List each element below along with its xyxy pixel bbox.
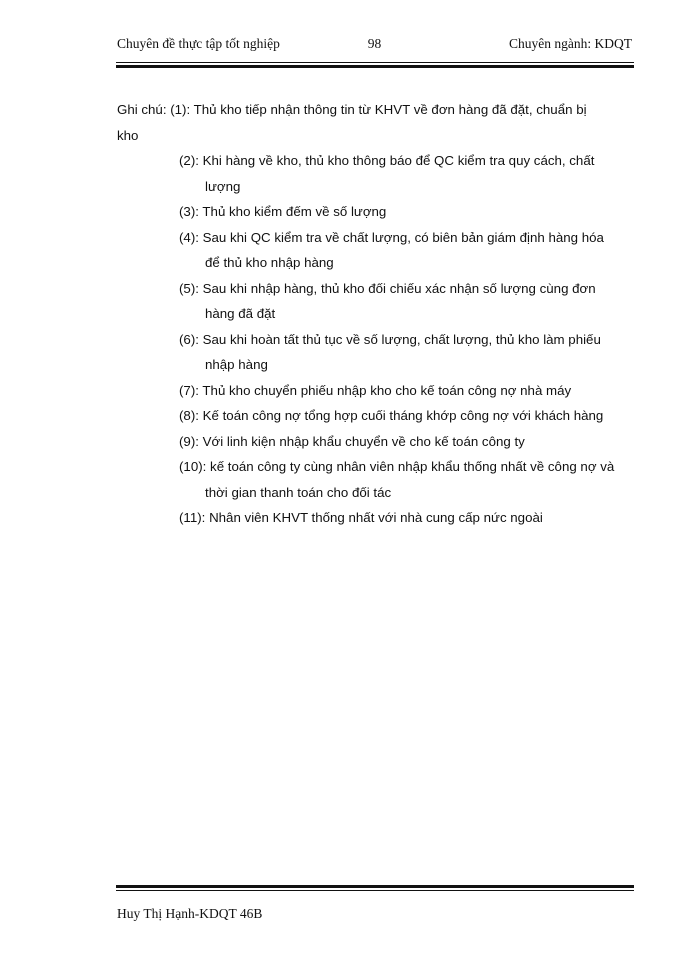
- footer-author: Huy Thị Hạnh-KDQT 46B: [117, 906, 263, 921]
- item-number: (8):: [179, 408, 199, 423]
- item-number: (3):: [179, 204, 199, 219]
- list-item: [179, 505, 633, 531]
- notes-block: [117, 97, 635, 531]
- item-number: (2):: [179, 153, 199, 168]
- item-text: Khi hàng về kho, thủ kho thông báo để QC kiểm tra quy cách, chất: [202, 153, 595, 168]
- notes-label: Ghi chú:: [117, 102, 167, 117]
- list-item: [179, 454, 633, 505]
- item-number: (9):: [179, 433, 199, 449]
- item-text: Thủ kho kiểm đếm về số lượng: [202, 204, 387, 219]
- item-continuation: nhập hàng: [205, 357, 268, 372]
- item-text: Kế toán công nợ tổng hợp cuối tháng khớp công nợ với khách hàng: [202, 408, 604, 423]
- footer-rule-thin: [116, 890, 634, 891]
- item-text: Sau khi hoàn tất thủ tục về số lượng, chất lượng, thủ kho làm phiếu: [202, 331, 601, 347]
- header-rule-thin: [116, 62, 634, 63]
- item-number: (4):: [179, 229, 199, 245]
- header-major: Chuyên ngành: KDQT: [509, 36, 632, 51]
- list-item: [179, 327, 633, 378]
- item-text: Sau khi QC kiểm tra về chất lượng, có biên bản giám định hàng hóa: [202, 229, 604, 245]
- notes-intro: [117, 97, 635, 148]
- item-number: (6):: [179, 331, 199, 347]
- list-item: [179, 199, 633, 225]
- item-number: (5):: [179, 280, 199, 296]
- list-item: [179, 148, 633, 199]
- item-continuation: hàng đã đặt: [205, 306, 276, 321]
- list-item: [179, 225, 633, 276]
- header-thesis-title: Chuyên đề thực tập tốt nghiệp: [117, 36, 280, 51]
- item-text: Thủ kho chuyển phiếu nhập kho cho kế toán công nợ nhà máy: [202, 382, 572, 398]
- note-1-continuation: kho: [117, 127, 139, 143]
- list-item: [179, 276, 633, 327]
- header-page-number: 98: [367, 36, 382, 51]
- page-header: [117, 36, 632, 56]
- item-continuation: thời gian thanh toán cho đối tác: [205, 484, 392, 500]
- list-item: [179, 378, 633, 404]
- item-text: kế toán công ty cùng nhân viên nhập khẩu thống nhất về công nợ và: [210, 459, 615, 474]
- list-item: [179, 429, 633, 455]
- item-number: (10):: [179, 459, 207, 474]
- list-item: [179, 403, 633, 429]
- footer-rule-thick: [116, 885, 634, 888]
- item-text: Nhân viên KHVT thống nhất với nhà cung cấp nức ngoài: [209, 510, 543, 525]
- item-text: Sau khi nhập hàng, thủ kho đối chiếu xác nhận số lượng cùng đơn: [202, 280, 596, 296]
- note-1-text: (1): Thủ kho tiếp nhận thông tin từ KHVT về đơn hàng đã đặt, chuẩn bị: [170, 102, 587, 117]
- item-continuation: để thủ kho nhập hàng: [205, 255, 334, 270]
- item-continuation: lượng: [205, 178, 241, 194]
- item-number: (11):: [179, 510, 206, 525]
- header-rule-thick: [116, 65, 634, 68]
- page-footer: [117, 906, 262, 922]
- item-number: (7):: [179, 382, 199, 398]
- item-text: Với linh kiện nhập khẩu chuyển về cho kế toán công ty: [202, 433, 525, 449]
